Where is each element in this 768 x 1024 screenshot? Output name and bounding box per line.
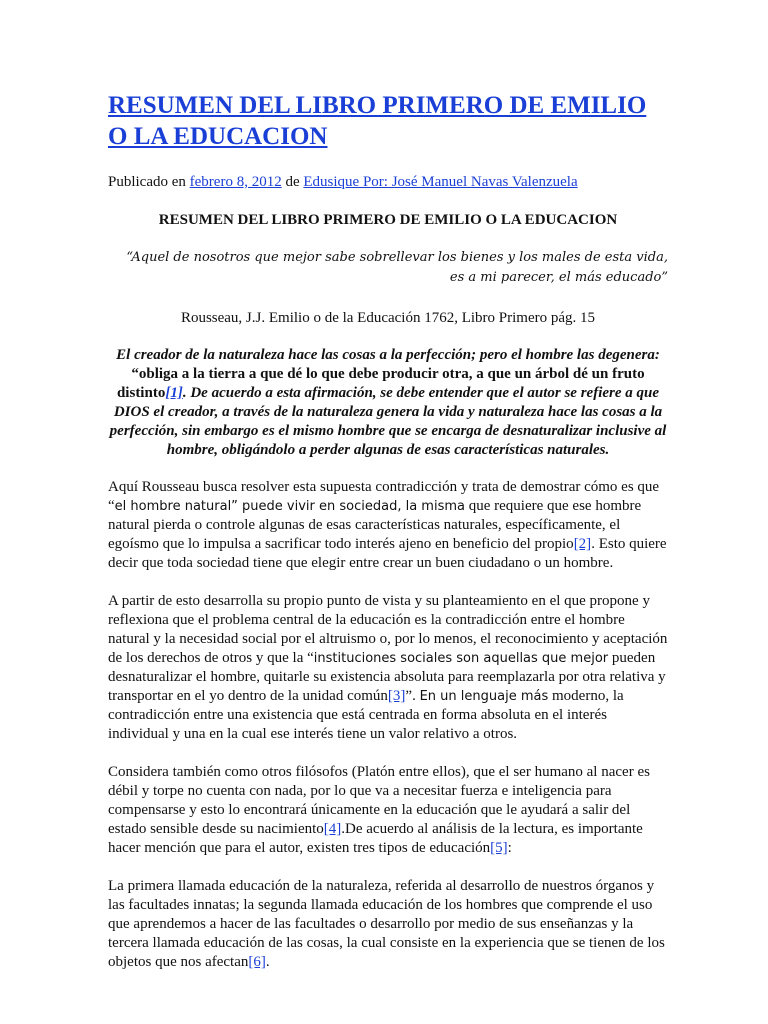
paragraph-2 (108, 592, 668, 744)
paragraph-1 (108, 478, 668, 573)
p4-a: La primera llamada educación de la naturaleza, referida al desarrollo de nuestros órganos y las facultades innatas; la segunda llamada educación de los hombres que comprende el uso que aprendemos a hacer de las facultades o desarrollo por medio de sus enseñanzas y la tercera llamada educación de las cosas, la cual consiste en la experiencia que se tienen de los objetos que nos afectan (108, 878, 665, 970)
meta-middle: de (281, 174, 304, 190)
epigraph-quote: “Aquel de nosotros que mejor sabe sobrellevar los bienes y los males de esta vida, es a mi parecer, el más educado” (126, 250, 668, 285)
footnote-link-4[interactable]: [4] (323, 821, 342, 837)
p1-d: . Esto quiere decir que toda sociedad tiene que elegir entre crear un buen ciudadano o un hombre. (108, 536, 667, 571)
intro-paragraph (108, 346, 668, 460)
article-title-link[interactable]: RESUMEN DEL LIBRO PRIMERO DE EMILIO O LA EDUCACION (108, 92, 647, 150)
p2-b: instituciones sociales son aquellas que mejor (313, 651, 609, 666)
footnote-link-3[interactable]: [3] (387, 688, 406, 704)
article-subtitle: RESUMEN DEL LIBRO PRIMERO DE EMILIO O LA EDUCACION (158, 212, 618, 228)
author-link[interactable]: Edusique Por: José Manuel Navas Valenzuela (303, 174, 578, 190)
footnote-link-1[interactable]: [1] (165, 385, 183, 401)
p2-e: En un lenguaje más (419, 689, 549, 704)
p3-c: : (507, 840, 512, 856)
p2-d: ”. (405, 688, 420, 704)
p2-f: moderno, la contradicción entre una existencia que está centrada en forma absoluta en el interés individual y una en la cual ese interés tiene un valor relativo a otros. (108, 688, 624, 742)
intro-part1: El creador de la naturaleza hace las cosas a la perfección; pero el hombre las degenera: (116, 347, 660, 363)
post-date-link[interactable]: febrero 8, 2012 (189, 174, 282, 190)
footnote-link-5[interactable]: [5] (490, 840, 508, 856)
intro-quote: “obliga a la tierra a que dé lo que debe producir otra, a que un árbol dé un fruto distinto (116, 366, 645, 401)
p3-a: Considera también como otros filósofos (Platón entre ellos), que el ser humano al nacer es débil y torpe no cuenta con nada, por lo que va a necesitar fuerza e inteligencia para compensarse y esto lo encontrará únicamente en la educación que le ayudará a salir del estado sensible desde su nacimiento (108, 764, 650, 837)
p3-b: .De acuerdo al análisis de la lectura, es importante hacer mención que para el autor, existen tres tipos de educación (108, 821, 643, 856)
footnote-link-2[interactable]: [2] (573, 536, 592, 552)
p1-c: que requiere que ese hombre natural pierda o controle algunas de esas características naturales, específicamente, el egoísmo que lo impulsa a sacrificar todo interés ajeno en beneficio del propio (108, 498, 642, 552)
meta-prefix: Publicado en (108, 174, 190, 190)
paragraph-3 (108, 763, 668, 858)
intro-part3: . De acuerdo a esta afirmación, se debe entender que el autor se refiere a que DIOS el creador, a través de la naturaleza genera la vida y naturaleza hace las cosas a la perfección, sin embargo es el mismo hombre que se encarga de desnaturalizar inclusive al hombre, obligándolo a perder algunas de esas características naturales. (109, 385, 667, 458)
epigraph-citation: Rousseau, J.J. Emilio o de la Educación 1762, Libro Primero pág. 15 (180, 310, 596, 326)
footnote-link-6[interactable]: [6] (248, 954, 266, 970)
p2-a: A partir de esto desarrolla su propio punto de vista y su planteamiento en el que propone y reflexiona que el problema central de la educación es la contradicción entre el hombre natural y la necesidad social por el altruismo o, por lo menos, el reconocimiento y aceptación de los derechos de otros y que la “ (108, 593, 668, 666)
p1-b: el hombre natural” puede vivir en sociedad, la misma (114, 499, 465, 514)
post-meta (108, 172, 668, 192)
p1-a: Aquí Rousseau busca resolver esta supuesta contradicción y trata de demostrar cómo es que “ (108, 479, 660, 514)
paragraph-4 (108, 877, 668, 972)
p2-c: pueden desnaturalizar el hombre, quitarle su existencia absoluta para reemplazarla por otra relativa y transportar en el yo dentro de la unidad común (108, 650, 666, 704)
p4-b: . (265, 954, 270, 970)
